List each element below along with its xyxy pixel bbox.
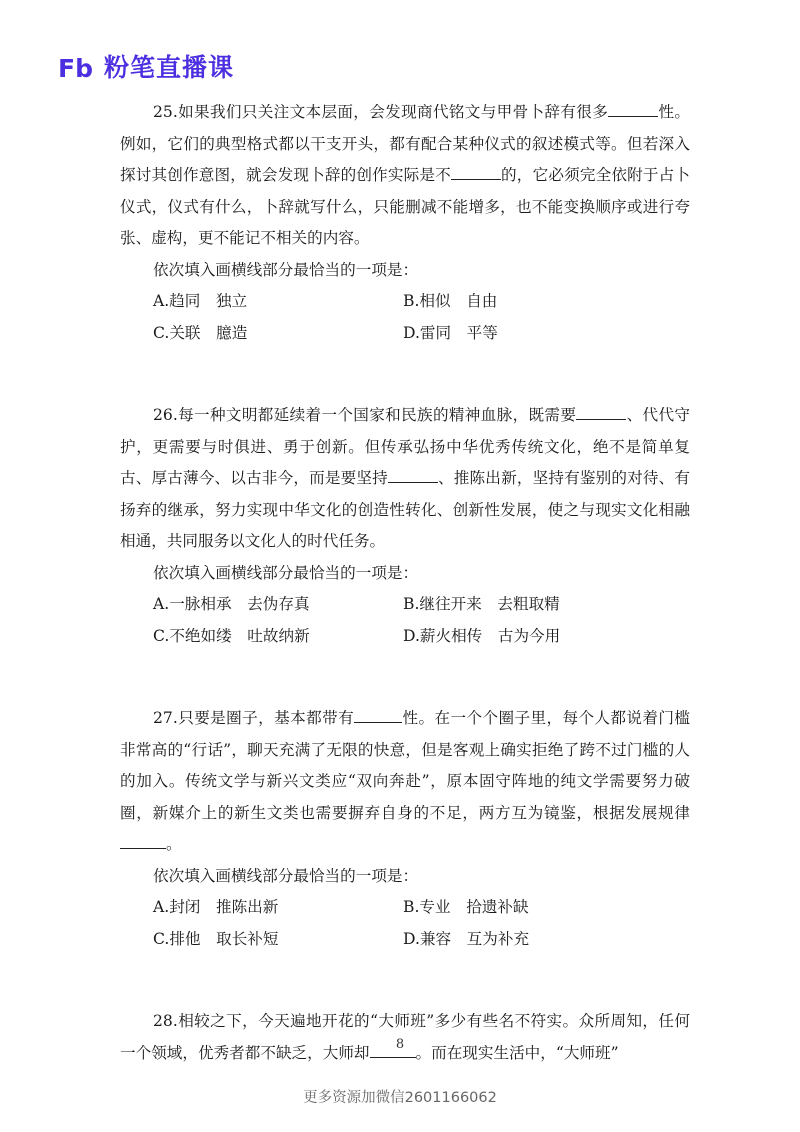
question-stem: 27.只要是圈子，基本都带有 性。在一个个圈子里，每个人都说着门槛非常高的“行话”，聊天充满了无限的快意，但是客观上确实拒绝了跨不过门槛的人的加入。传统文学与新兴文类应“双向奔赴”，原本固守阵地的纯文学需要努力破圈，新媒介上的新生文类也需要摒弃自身的不足，两方互为镜鉴，根据发展规律。 xyxy=(120,703,690,861)
question-26 xyxy=(120,400,690,652)
page-number: 8 xyxy=(395,1037,405,1052)
fenbi-logo-icon xyxy=(58,54,96,82)
option-a[interactable]: A.趋同 独立 xyxy=(153,292,248,310)
question-25 xyxy=(120,97,690,349)
answer-blank xyxy=(388,463,438,483)
brand-name: 粉笔直播课 xyxy=(104,53,235,82)
option-d[interactable]: D.薪火相传 古为今用 xyxy=(403,626,561,645)
option-b[interactable]: B.专业 拾遗补缺 xyxy=(403,898,529,916)
answer-blank xyxy=(120,829,166,849)
option-c[interactable]: C.关联 臆造 xyxy=(153,323,248,342)
question-instruction: 依次填入画横线部分最恰当的一项是： xyxy=(153,260,419,279)
question-stem: 26.每一种文明都延续着一个国家和民族的精神血脉，既需要 、代代守护，更需要与时俱进、勇于创新。但传承弘扬中华优秀传统文化，绝不是简单复古、厚古薄今、以古非今，而是要坚持 、推陈出新，坚持有鉴别的对待、有扬弃的继承，努力实现中华文化的创造性转化、创新性发展，使之与现实文化相融相通，共同服务以文化人的时代任务。 xyxy=(120,400,690,558)
answer-blank xyxy=(608,97,658,117)
option-list xyxy=(153,892,690,955)
option-list xyxy=(153,589,690,652)
brand-header xyxy=(58,53,234,83)
answer-blank xyxy=(576,400,626,420)
option-list xyxy=(153,286,690,349)
question-stem: 25.如果我们只关注文本层面，会发现商代铭文与甲骨卜辞有很多 性。例如，它们的典型格式都以干支开头，都有配合某种仪式的叙述模式等。但若深入探讨其创作意图，就会发现卜辞的创作实际是不 的，它必须完全依附于占卜仪式，仪式有什么，卜辞就写什么，只能删减不能增多，也不能变换顺序或进行夸张、虚构，更不能记不相关的内容。 xyxy=(120,97,690,255)
brand-logo-text: Fb xyxy=(58,54,93,82)
question-instruction: 依次填入画横线部分最恰当的一项是： xyxy=(153,563,419,582)
question-list xyxy=(120,97,690,1120)
question-stem: 28.相较之下，今天遍地开花的“大师班”多少有些名不符实。众所周知，任何一个领域，优秀者都不缺乏，大师却 。而在现实生活中，“大师班” xyxy=(120,1012,690,1062)
option-d[interactable]: D.兼容 互为补充 xyxy=(403,929,530,948)
option-a[interactable]: A.封闭 推陈出新 xyxy=(153,898,279,916)
option-d[interactable]: D.雷同 平等 xyxy=(403,323,498,342)
question-27 xyxy=(120,703,690,955)
option-c[interactable]: C.不绝如缕 吐故纳新 xyxy=(153,626,310,645)
question-instruction: 依次填入画横线部分最恰当的一项是： xyxy=(153,866,419,885)
answer-blank xyxy=(354,703,402,723)
option-b[interactable]: B.相似 自由 xyxy=(403,292,498,310)
footer-watermark: 更多资源加微信2601166062 xyxy=(303,1090,497,1106)
answer-blank xyxy=(451,160,501,180)
option-b[interactable]: B.继往开来 去粗取精 xyxy=(403,595,560,613)
option-a[interactable]: A.一脉相承 去伪存真 xyxy=(153,595,310,613)
option-c[interactable]: C.排他 取长补短 xyxy=(153,929,279,948)
